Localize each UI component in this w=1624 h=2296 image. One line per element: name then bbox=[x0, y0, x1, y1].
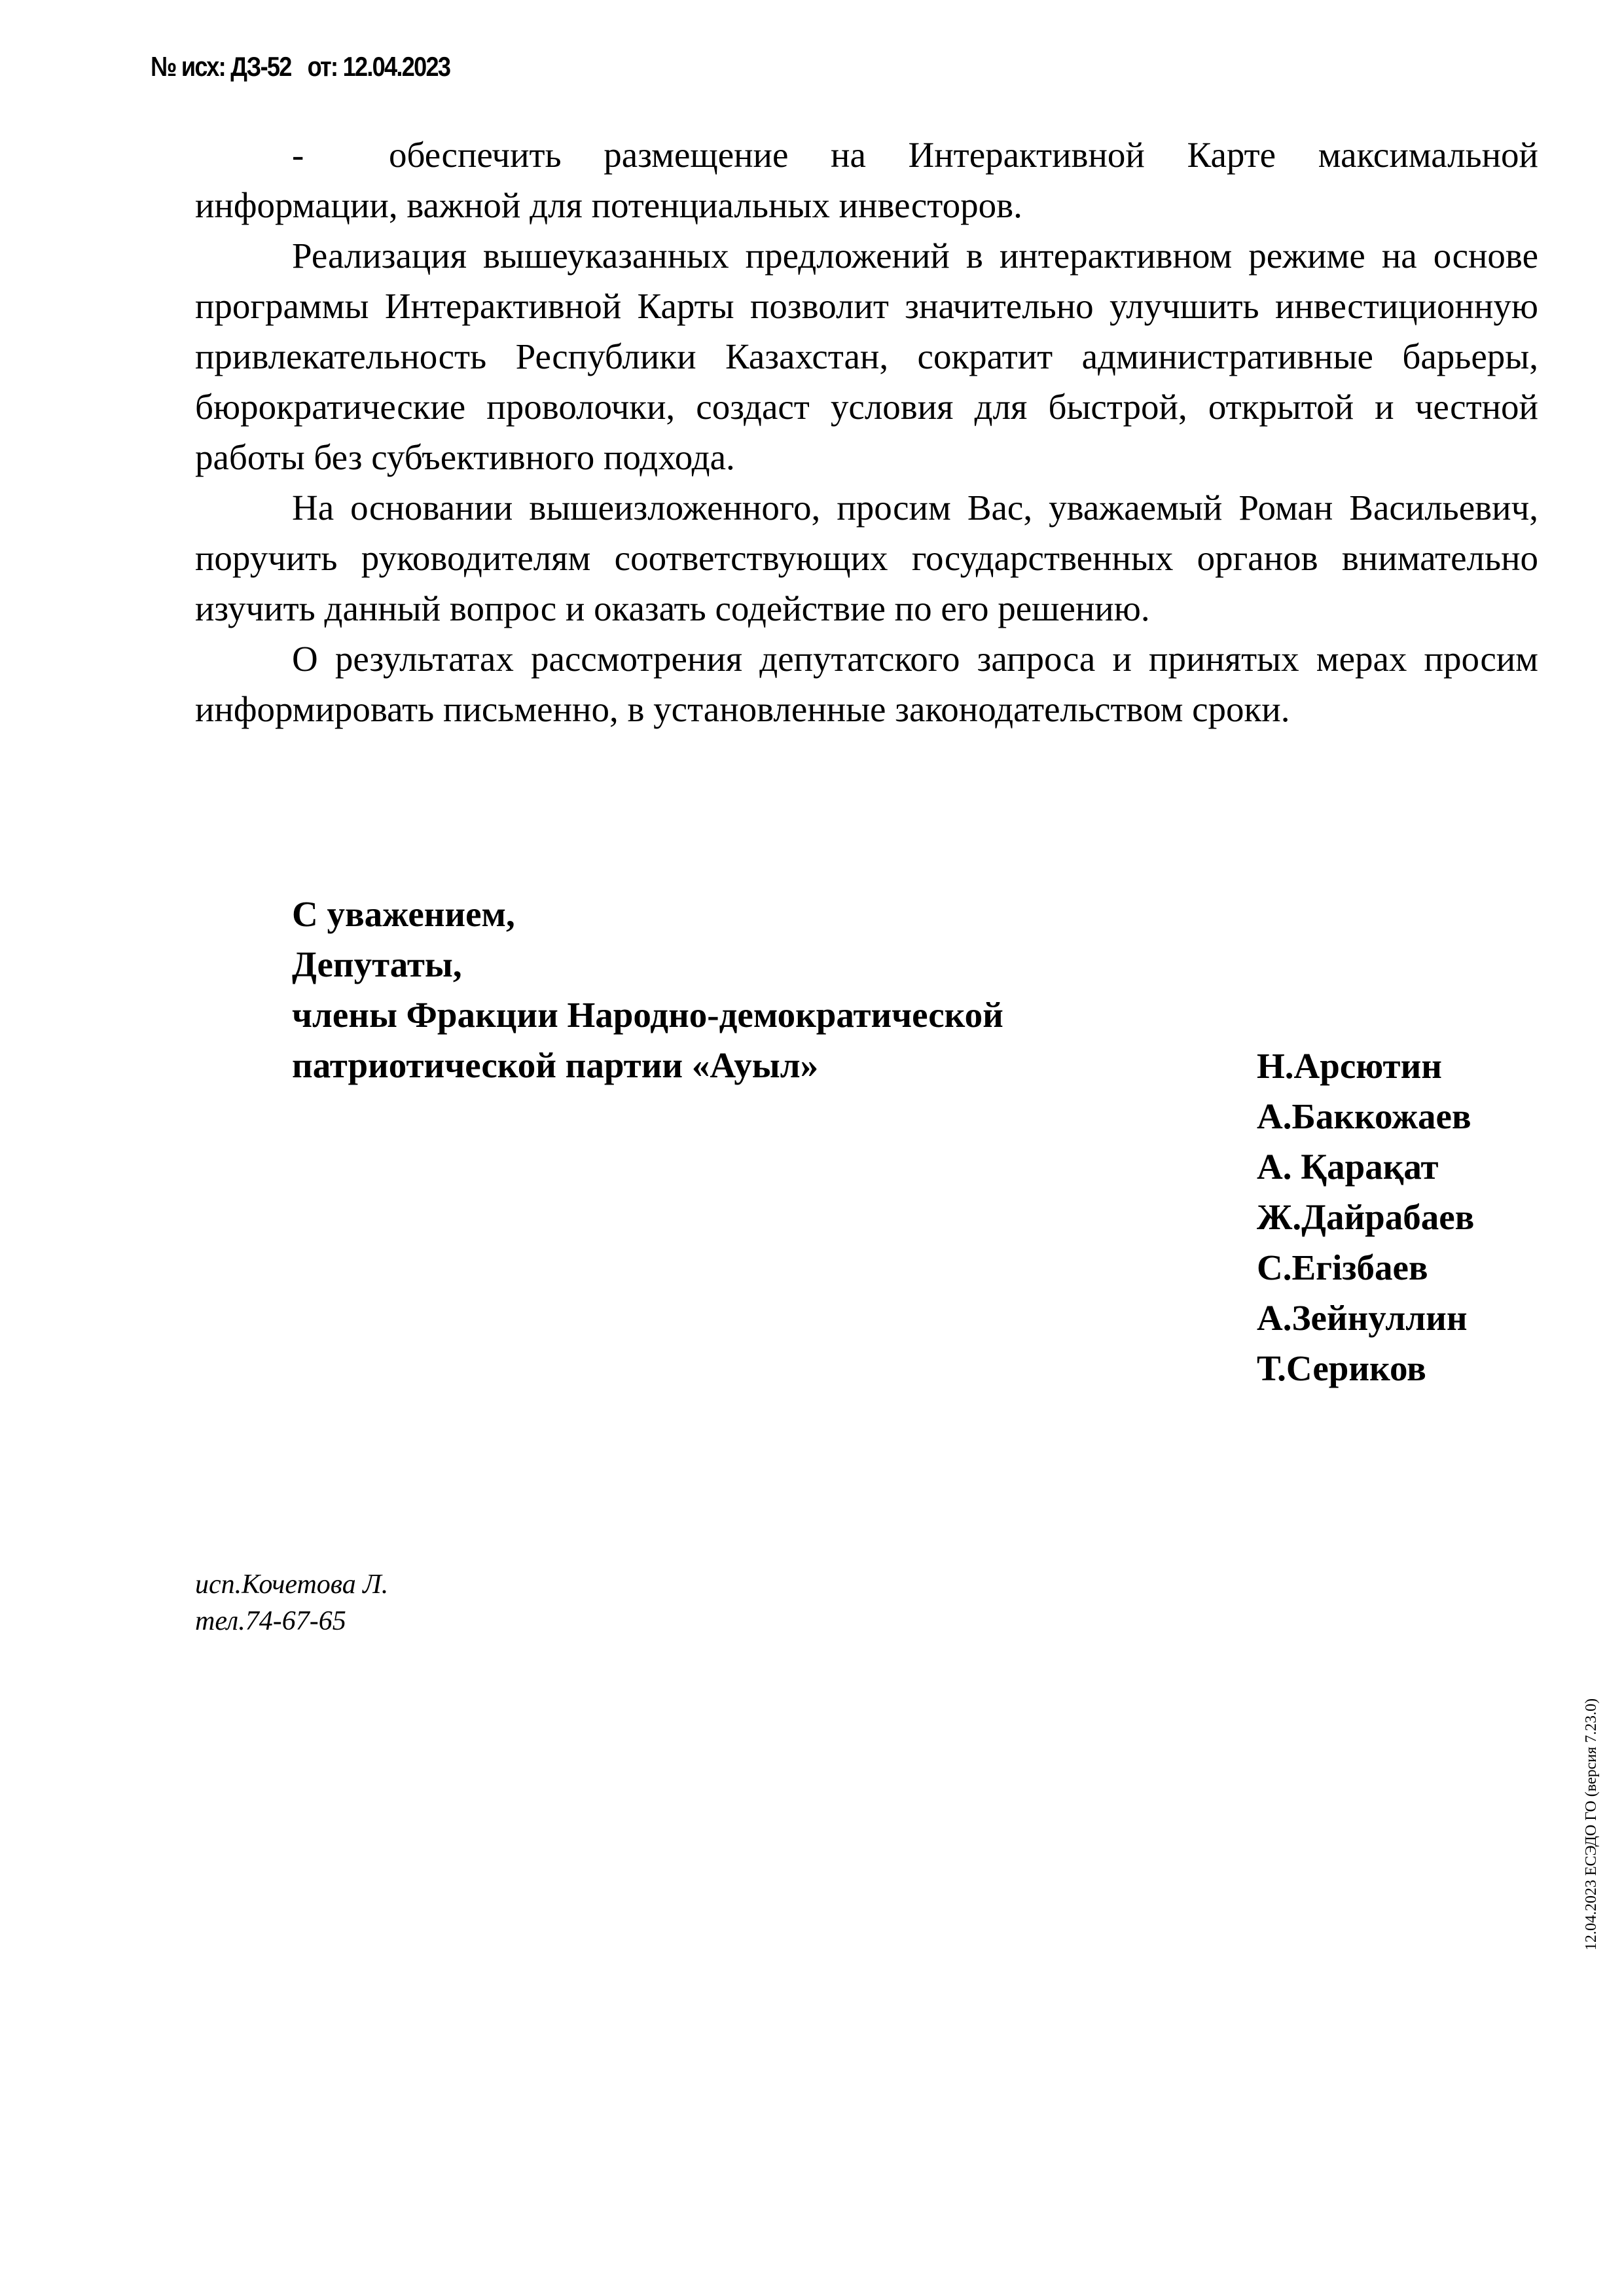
closing-regards: С уважением, bbox=[292, 894, 515, 934]
executor-name: исп.Кочетова Л. bbox=[195, 1570, 389, 1600]
body-paragraph: Реализация вышеуказанных предложений в интерактивном режиме на основе программы Интерактивной Карты позволит значительно улучшить инвестиционную привлекательность Республики Казахстан, сократит административные барьеры, бюрократические проволочки, создаст условия для быстрой, открытой и честной работы без субъективного подхода. bbox=[195, 236, 1538, 477]
executor-info bbox=[195, 1566, 388, 1640]
signatory-name: С.Егізбаев bbox=[1257, 1247, 1428, 1287]
bullet-item-text: обеспечить размещение на Интерактивной Карте максимальной информации, важной для потенциальных инвесторов. bbox=[195, 135, 1538, 225]
signatory-name: А.Зейнуллин bbox=[1257, 1298, 1468, 1338]
signatory-name: Т.Сериков bbox=[1257, 1348, 1426, 1388]
signatory-name: А.Баккожаев bbox=[1257, 1096, 1471, 1136]
closing-faction-line: патриотической партии «Ауыл» bbox=[292, 1045, 819, 1085]
closing-role: Депутаты, bbox=[292, 944, 462, 984]
closing-faction-line: члены Фракции Народно-демократической bbox=[292, 995, 1003, 1035]
executor-phone: тел.74-67-65 bbox=[195, 1606, 346, 1636]
signatory-name: Н.Арсютин bbox=[1257, 1046, 1442, 1086]
signatory-name: Ж.Дайрабаев bbox=[1257, 1197, 1475, 1237]
bullet-item bbox=[195, 130, 1538, 230]
edms-stamp: 12.04.2023 ЕСЭДО ГО (версия 7.23.0) bbox=[1583, 1698, 1600, 1950]
signatory-name: А. Қарақат bbox=[1257, 1147, 1439, 1187]
closing-block bbox=[292, 889, 1003, 1090]
document-reference-number: № исх: ДЗ-52 от: 12.04.2023 bbox=[151, 51, 450, 82]
bullet-dash: - bbox=[292, 135, 304, 175]
signatory-list bbox=[1257, 1041, 1474, 1393]
letter-body bbox=[195, 130, 1538, 734]
body-paragraph: О результатах рассмотрения депутатского запроса и принятых мерах просим информировать письменно, в установленные законодательством сроки. bbox=[195, 639, 1538, 729]
body-paragraph: На основании вышеизложенного, просим Вас, уважаемый Роман Васильевич, поручить руководителям соответствующих государственных органов внимательно изучить данный вопрос и оказать содействие по его решению. bbox=[195, 488, 1538, 628]
